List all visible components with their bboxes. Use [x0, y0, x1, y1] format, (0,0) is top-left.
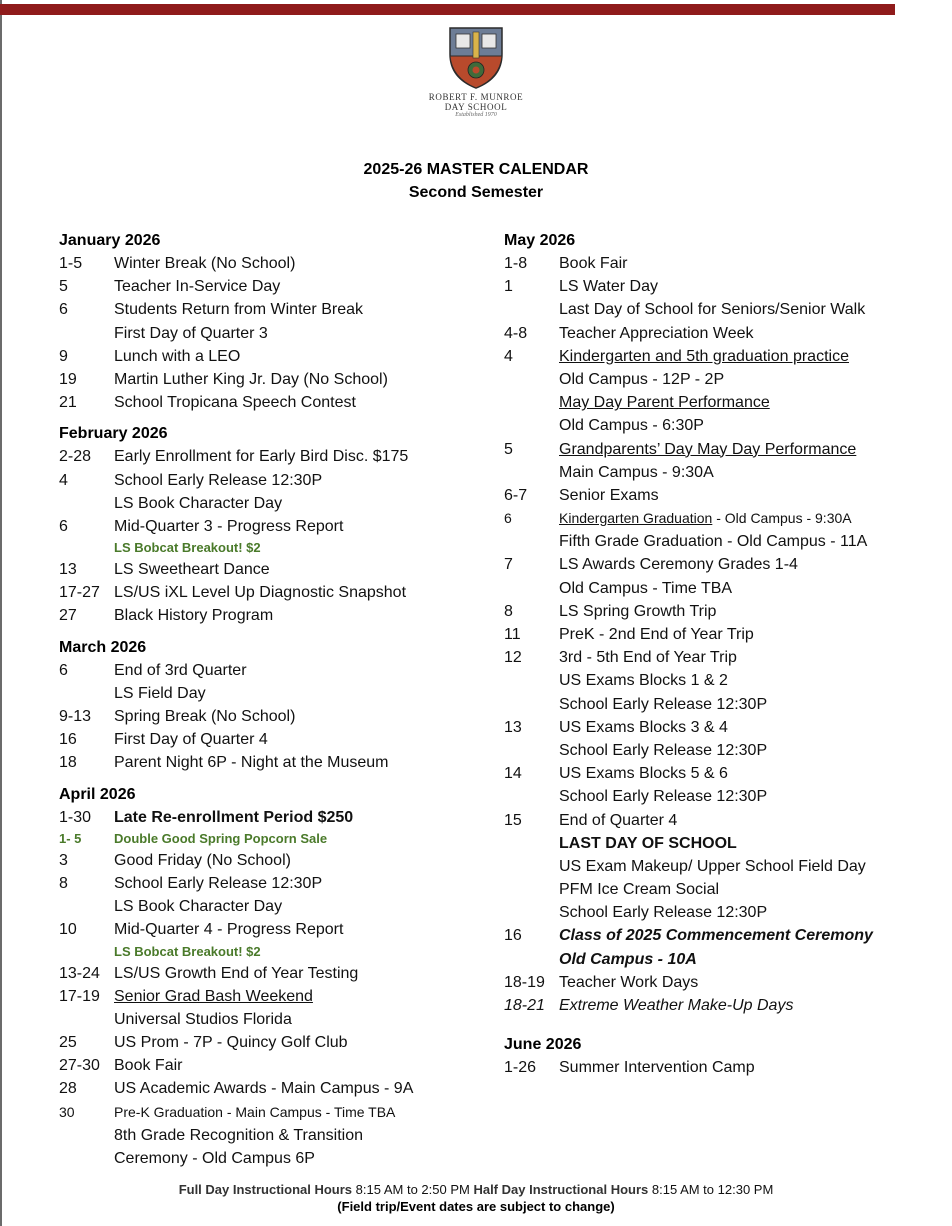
full-day-hours-value: 8:15 AM to 2:50 PM — [352, 1182, 474, 1197]
entry-text: US Academic Awards - Main Campus - 9A — [114, 1080, 414, 1098]
entry-text: US Prom - 7P - Quincy Golf Club — [114, 1034, 348, 1052]
entry-date: 18-19 — [504, 973, 545, 991]
entry-text: Teacher Work Days — [559, 973, 699, 991]
calendar-entry — [59, 705, 499, 728]
entry-date: 16 — [59, 731, 77, 749]
entry-text: Martin Luther King Jr. Day (No School) — [114, 370, 388, 388]
calendar-entry — [59, 581, 499, 604]
entry-date: 11 — [504, 626, 521, 643]
calendar-entry — [504, 345, 944, 368]
section-spacer — [504, 1017, 944, 1025]
entry-date: 18 — [59, 754, 77, 772]
calendar-entry — [504, 438, 944, 461]
calendar-entry — [504, 414, 944, 437]
page-left-border — [0, 0, 2, 1226]
calendar-entry — [504, 600, 944, 623]
entry-text-suffix: - Old Campus - 9:30A — [712, 510, 852, 527]
entry-text: US Exams Blocks 3 & 4 — [559, 718, 728, 736]
entry-text: Universal Studios Florida — [114, 1010, 292, 1028]
entry-text: End of 3rd Quarter — [114, 661, 247, 679]
entry-text: 3rd - 5th End of Year Trip — [559, 649, 737, 667]
entry-text: Pre-K Graduation - Main Campus - Time TBA — [114, 1103, 396, 1120]
entry-text: Black History Program — [114, 607, 274, 625]
entry-date — [504, 368, 559, 391]
entry-text — [559, 507, 852, 530]
calendar-entry — [504, 298, 944, 321]
calendar-entry — [59, 492, 499, 515]
entry-date — [504, 855, 559, 878]
calendar-entry — [504, 762, 944, 785]
top-banner-bar — [0, 4, 895, 15]
entry-date: 4 — [504, 347, 513, 365]
entry-date: 15 — [504, 811, 522, 829]
entry-text: Senior Grad Bash Weekend — [114, 987, 313, 1005]
entry-date: 3 — [59, 851, 68, 869]
entry-text: LS Awards Ceremony Grades 1-4 — [559, 556, 798, 574]
calendar-entry — [59, 962, 499, 985]
calendar-column-left — [59, 229, 499, 1170]
entry-text: US Exams Blocks 5 & 6 — [559, 765, 728, 783]
entry-text: Late Re-enrollment Period $250 — [114, 808, 354, 826]
school-established: Established 1970 — [455, 112, 497, 118]
calendar-entry — [504, 785, 944, 808]
calendar-entry — [504, 275, 944, 298]
entry-date: 1-5 — [59, 255, 83, 272]
entry-date: 1-8 — [504, 255, 528, 272]
entry-text: PreK - 2nd End of Year Trip — [559, 626, 754, 643]
entry-date — [59, 322, 114, 345]
entry-text: Parent Night 6P - Night at the Museum — [114, 754, 389, 772]
calendar-entry — [59, 1077, 499, 1100]
entry-date: 21 — [59, 394, 77, 412]
entry-date: 13-24 — [59, 964, 100, 982]
entry-date: 1-30 — [59, 808, 92, 826]
entry-text: School Early Release 12:30P — [559, 695, 768, 713]
entry-text: LS Spring Growth Trip — [559, 602, 717, 620]
entry-text: Summer Intervention Camp — [559, 1059, 755, 1077]
calendar-entry — [59, 872, 499, 895]
entry-text: Mid-Quarter 3 - Progress Report — [114, 517, 344, 535]
entry-text: Extreme Weather Make-Up Days — [559, 997, 794, 1014]
entry-text: Mid-Quarter 4 - Progress Report — [114, 921, 344, 939]
entry-date — [504, 669, 559, 692]
calendar-entry — [59, 1124, 499, 1147]
entry-text: School Early Release 12:30P — [559, 788, 768, 806]
entry-text: PFM Ice Cream Social — [559, 881, 720, 899]
calendar-entry — [504, 832, 944, 855]
entry-date — [504, 461, 559, 484]
calendar-entry — [59, 368, 499, 391]
calendar-entry — [59, 1031, 499, 1054]
calendar-entry — [59, 806, 499, 829]
entry-text: School Tropicana Speech Contest — [114, 394, 356, 412]
calendar-entry — [504, 484, 944, 507]
entry-date: 30 — [59, 1103, 75, 1120]
entry-date — [504, 901, 559, 924]
calendar-entry — [59, 604, 499, 627]
entry-date — [504, 878, 559, 901]
section-spacer — [59, 414, 499, 422]
entry-date: 27 — [59, 607, 77, 625]
entry-date: 13 — [504, 718, 522, 736]
entry-text: LS Sweetheart Dance — [114, 561, 270, 579]
entry-date: 7 — [504, 556, 513, 574]
entry-date: 25 — [59, 1034, 77, 1052]
entry-text-underlined: Kindergarten Graduation — [559, 510, 713, 527]
entry-date — [504, 785, 559, 808]
entry-text: First Day of Quarter 3 — [114, 324, 268, 342]
calendar-entry — [59, 1054, 499, 1077]
entry-date: 5 — [504, 440, 513, 458]
calendar-entry — [504, 368, 944, 391]
calendar-entry — [504, 391, 944, 414]
entry-text: US Exams Blocks 1 & 2 — [559, 672, 728, 690]
calendar-entry — [504, 507, 944, 530]
entry-date: 6 — [59, 661, 68, 679]
calendar-entry — [504, 739, 944, 762]
page-title: 2025-26 MASTER CALENDAR — [363, 161, 589, 178]
month-heading: April 2026 — [59, 785, 136, 803]
entry-date: 6 — [59, 301, 68, 319]
footer-note: (Field trip/Event dates are subject to change) — [337, 1199, 615, 1214]
entry-date — [504, 577, 559, 600]
entry-date: 9-13 — [59, 708, 92, 725]
entry-date: 2-28 — [59, 448, 92, 466]
calendar-entry — [504, 577, 944, 600]
entry-text: Book Fair — [114, 1057, 183, 1075]
entry-text: Old Campus - 10A — [559, 950, 697, 968]
entry-text: LAST DAY OF SCHOOL — [559, 834, 737, 852]
calendar-entry — [504, 716, 944, 739]
calendar-entry — [59, 1101, 499, 1124]
entry-text: LS/US iXL Level Up Diagnostic Snapshot — [114, 584, 407, 602]
entry-text: Old Campus - 12P - 2P — [559, 370, 725, 388]
entry-date: 14 — [504, 765, 522, 783]
entry-text: School Early Release 12:30P — [114, 471, 323, 489]
entry-text: End of Quarter 4 — [559, 811, 678, 829]
half-day-hours-value: 8:15 AM to 12:30 PM — [648, 1182, 774, 1197]
entry-text: Main Campus - 9:30A — [559, 463, 714, 481]
calendar-entry — [59, 918, 499, 941]
entry-date: 16 — [504, 927, 522, 945]
entry-text: Fifth Grade Graduation - Old Campus - 11A — [559, 533, 868, 551]
entry-text: LS Book Character Day — [114, 898, 283, 916]
entry-text: Ceremony - Old Campus 6P — [114, 1150, 315, 1167]
entry-text: LS Bobcat Breakout! $2 — [114, 943, 261, 959]
calendar-entry — [504, 994, 944, 1017]
calendar-entry — [504, 553, 944, 576]
entry-date — [59, 538, 114, 558]
half-day-hours-label: Half Day Instructional Hours — [473, 1182, 649, 1197]
calendar-entry — [504, 901, 944, 924]
calendar-entry — [504, 669, 944, 692]
entry-date — [504, 298, 559, 321]
entry-text: Teacher In-Service Day — [114, 278, 281, 296]
entry-text: Old Campus - 6:30P — [559, 417, 704, 435]
calendar-entry — [59, 558, 499, 581]
calendar-entry — [59, 895, 499, 918]
entry-text: LS Water Day — [559, 278, 658, 296]
calendar-entry — [504, 623, 944, 646]
entry-text: Double Good Spring Popcorn Sale — [114, 830, 328, 846]
month-heading: May 2026 — [504, 232, 576, 249]
entry-date: 12 — [504, 649, 522, 667]
entry-date — [504, 832, 559, 855]
entry-text: US Exam Makeup/ Upper School Field Day — [559, 857, 866, 875]
calendar-entry — [504, 646, 944, 669]
entry-date — [59, 1008, 114, 1031]
entry-date: 13 — [59, 561, 77, 579]
entry-date: 4-8 — [504, 324, 528, 342]
entry-date — [59, 895, 114, 918]
entry-text: Kindergarten and 5th graduation practice — [559, 347, 849, 365]
entry-date: 4 — [59, 471, 68, 489]
footer-hours — [100, 1182, 852, 1197]
calendar-entry — [59, 445, 499, 468]
entry-date: 17-27 — [59, 584, 100, 602]
entry-text: Winter Break (No School) — [114, 255, 296, 272]
calendar-entry — [59, 298, 499, 321]
calendar-entry — [504, 461, 944, 484]
calendar-entry — [59, 391, 499, 414]
entry-text: 8th Grade Recognition & Transition — [114, 1126, 364, 1144]
entry-date — [59, 1124, 114, 1147]
entry-text: Good Friday (No School) — [114, 851, 291, 869]
calendar-entry — [504, 855, 944, 878]
entry-date: 1 — [504, 278, 513, 296]
entry-text: LS Field Day — [114, 684, 206, 702]
entry-text: LS/US Growth End of Year Testing — [114, 964, 359, 982]
calendar-entry — [59, 942, 499, 962]
entry-date: 6-7 — [504, 486, 528, 504]
calendar-entry — [59, 849, 499, 872]
calendar-entry — [504, 809, 944, 832]
calendar-entry — [59, 469, 499, 492]
school-name-line-1: ROBERT F. MUNROE — [428, 92, 524, 102]
calendar-entry — [59, 252, 499, 275]
month-heading: March 2026 — [59, 638, 147, 656]
entry-date: 27-30 — [59, 1057, 100, 1075]
entry-text: Class of 2025 Commencement Ceremony — [559, 927, 873, 945]
section-spacer — [59, 775, 499, 783]
month-heading: February 2026 — [59, 425, 168, 443]
entry-text: Early Enrollment for Early Bird Disc. $175 — [114, 448, 409, 466]
entry-text: Last Day of School for Seniors/Senior Walk — [559, 301, 866, 319]
calendar-column-right — [504, 229, 944, 1079]
calendar-entry — [59, 751, 499, 774]
entry-date: 8 — [59, 874, 68, 892]
calendar-entry — [59, 829, 499, 849]
school-name-line-2: DAY SCHOOL — [444, 102, 508, 112]
calendar-entry — [504, 252, 944, 275]
entry-date — [504, 414, 559, 437]
entry-date — [59, 682, 114, 705]
calendar-entry — [59, 985, 499, 1008]
entry-text: Lunch with a LEO — [114, 347, 241, 365]
full-day-hours-label: Full Day Instructional Hours — [178, 1182, 353, 1197]
entry-date: 9 — [59, 347, 68, 365]
entry-date: 19 — [59, 370, 77, 388]
entry-date — [504, 530, 559, 553]
calendar-entry — [504, 1056, 944, 1079]
calendar-entry — [59, 728, 499, 751]
calendar-entry — [59, 659, 499, 682]
page-subtitle: Second Semester — [408, 184, 544, 201]
entry-text: Old Campus - Time TBA — [559, 579, 733, 597]
entry-date: 10 — [59, 921, 77, 939]
entry-date — [504, 948, 559, 971]
entry-date — [59, 492, 114, 515]
entry-text: First Day of Quarter 4 — [114, 731, 268, 749]
calendar-entry — [59, 275, 499, 298]
entry-text: Grandparents’ Day May Day Performance — [559, 440, 857, 458]
calendar-entry — [504, 948, 944, 971]
calendar-entry — [504, 878, 944, 901]
entry-text: School Early Release 12:30P — [559, 904, 768, 922]
entry-date: 8 — [504, 602, 513, 620]
entry-date: 17-19 — [59, 987, 100, 1005]
entry-date: 6 — [504, 510, 512, 527]
entry-date: 5 — [59, 278, 68, 296]
calendar-entry — [504, 693, 944, 716]
entry-date: 6 — [59, 517, 68, 535]
month-heading: January 2026 — [59, 232, 161, 249]
calendar-entry — [59, 322, 499, 345]
calendar-entry — [59, 538, 499, 558]
calendar-entry — [59, 682, 499, 705]
entry-date — [504, 739, 559, 762]
entry-text: Students Return from Winter Break — [114, 301, 363, 319]
calendar-entry — [504, 924, 944, 947]
entry-text: Senior Exams — [559, 486, 659, 504]
calendar-entry — [59, 1147, 499, 1170]
entry-text: May Day Parent Performance — [559, 394, 770, 412]
entry-text: LS Bobcat Breakout! $2 — [114, 540, 261, 556]
entry-date — [504, 391, 559, 414]
calendar-entry — [504, 322, 944, 345]
calendar-entry — [504, 971, 944, 994]
entry-date: 1- 5 — [59, 830, 82, 846]
entry-text: School Early Release 12:30P — [559, 741, 768, 759]
section-spacer — [504, 1025, 944, 1033]
entry-text: Teacher Appreciation Week — [559, 324, 754, 342]
shield-crest-icon — [446, 24, 506, 90]
entry-text: Spring Break (No School) — [114, 708, 296, 725]
calendar-entry — [59, 345, 499, 368]
calendar-entry — [59, 1008, 499, 1031]
entry-date: 28 — [59, 1080, 77, 1098]
month-heading: June 2026 — [504, 1036, 582, 1054]
section-spacer — [59, 628, 499, 636]
calendar-entry — [504, 530, 944, 553]
entry-date: 1-26 — [504, 1059, 537, 1077]
entry-text: Book Fair — [559, 255, 628, 272]
entry-date — [59, 942, 114, 962]
calendar-entry — [59, 515, 499, 538]
entry-text: LS Book Character Day — [114, 494, 283, 512]
entry-text: School Early Release 12:30P — [114, 874, 323, 892]
entry-date: 18-21 — [504, 997, 545, 1014]
entry-date — [59, 1147, 114, 1170]
entry-date — [504, 693, 559, 716]
